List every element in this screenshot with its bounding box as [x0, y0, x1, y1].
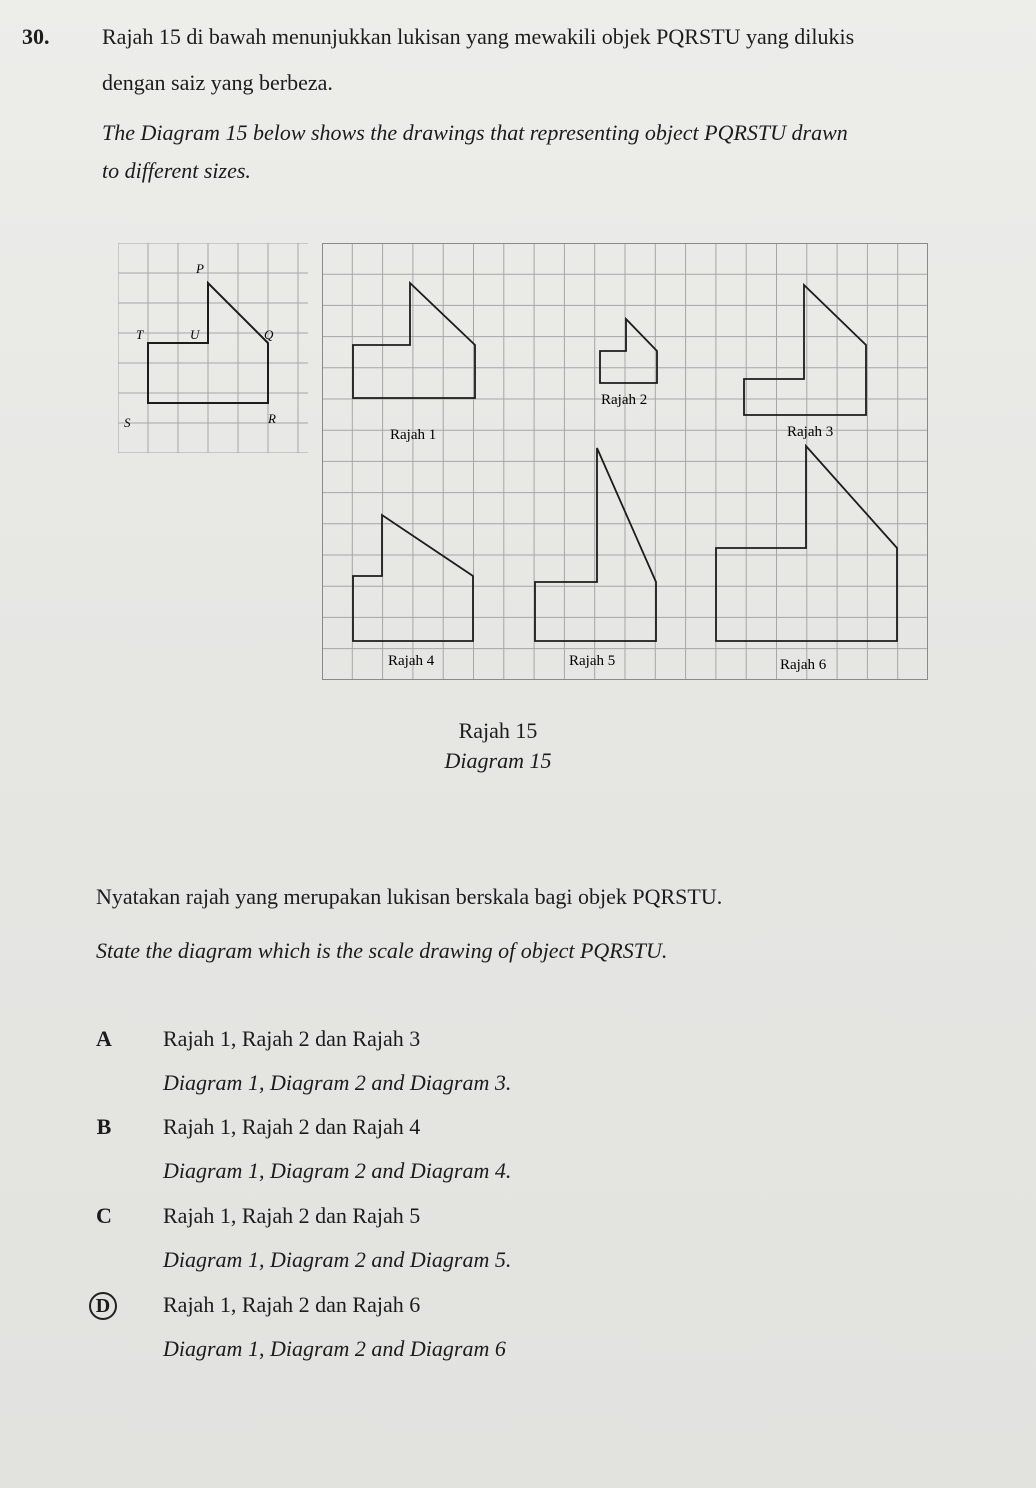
- label-q: Q: [264, 327, 274, 342]
- option-d-letter[interactable]: D: [89, 1292, 117, 1320]
- option-b-malay[interactable]: Rajah 1, Rajah 2 dan Rajah 4: [163, 1114, 421, 1139]
- option-b-english[interactable]: Diagram 1, Diagram 2 and Diagram 4.: [163, 1158, 512, 1183]
- drawings-grid-lines: [322, 243, 928, 680]
- rajah-6-label: Rajah 6: [780, 657, 827, 673]
- option-d-malay[interactable]: Rajah 1, Rajah 2 dan Rajah 6: [163, 1292, 421, 1317]
- rajah-5-shape: [535, 448, 656, 641]
- question-malay-line1: Rajah 15 di bawah menunjukkan lukisan yang mewakili objek PQRSTU yang dilukis: [102, 24, 855, 49]
- object-grid-lines: [118, 243, 308, 453]
- option-a-english[interactable]: Diagram 1, Diagram 2 and Diagram 3.: [163, 1070, 512, 1095]
- rajah-5-label: Rajah 5: [569, 653, 616, 669]
- option-c-malay[interactable]: Rajah 1, Rajah 2 dan Rajah 5: [163, 1203, 421, 1228]
- label-t: T: [136, 327, 144, 342]
- option-c-letter[interactable]: C: [96, 1203, 112, 1228]
- rajah-3-shape: [744, 285, 866, 415]
- option-a-malay[interactable]: Rajah 1, Rajah 2 dan Rajah 3: [163, 1026, 421, 1051]
- question-number: 30.: [22, 24, 50, 49]
- option-b-letter[interactable]: B: [96, 1114, 112, 1139]
- diagram-caption-english: Diagram 15: [444, 748, 552, 773]
- rajah-1-label: Rajah 1: [390, 427, 437, 443]
- rajah-2-label: Rajah 2: [601, 392, 648, 408]
- label-r: R: [268, 411, 276, 426]
- question-malay-line2: dengan saiz yang berbeza.: [102, 70, 333, 95]
- label-p: P: [196, 261, 204, 276]
- rajah-2-shape: [600, 319, 657, 383]
- rajah-3-label: Rajah 3: [787, 424, 834, 440]
- rajah-1-shape: [353, 283, 475, 398]
- question-english-line2: to different sizes.: [102, 158, 251, 183]
- option-a-letter[interactable]: A: [96, 1026, 112, 1051]
- question-english-line1: The Diagram 15 below shows the drawings that representing object PQRSTU drawn: [102, 120, 848, 145]
- drawings-grid: [322, 243, 928, 680]
- prompt-malay: Nyatakan rajah yang merupakan lukisan berskala bagi objek PQRSTU.: [96, 884, 723, 909]
- option-d-english[interactable]: Diagram 1, Diagram 2 and Diagram 6: [163, 1336, 506, 1361]
- label-s: S: [124, 415, 131, 430]
- diagram-caption-malay: Rajah 15: [458, 718, 538, 743]
- option-c-english[interactable]: Diagram 1, Diagram 2 and Diagram 5.: [163, 1247, 512, 1272]
- label-u: U: [190, 327, 200, 342]
- object-grid: [118, 243, 308, 453]
- rajah-4-label: Rajah 4: [388, 653, 435, 669]
- prompt-english: State the diagram which is the scale drawing of object PQRSTU.: [96, 938, 668, 963]
